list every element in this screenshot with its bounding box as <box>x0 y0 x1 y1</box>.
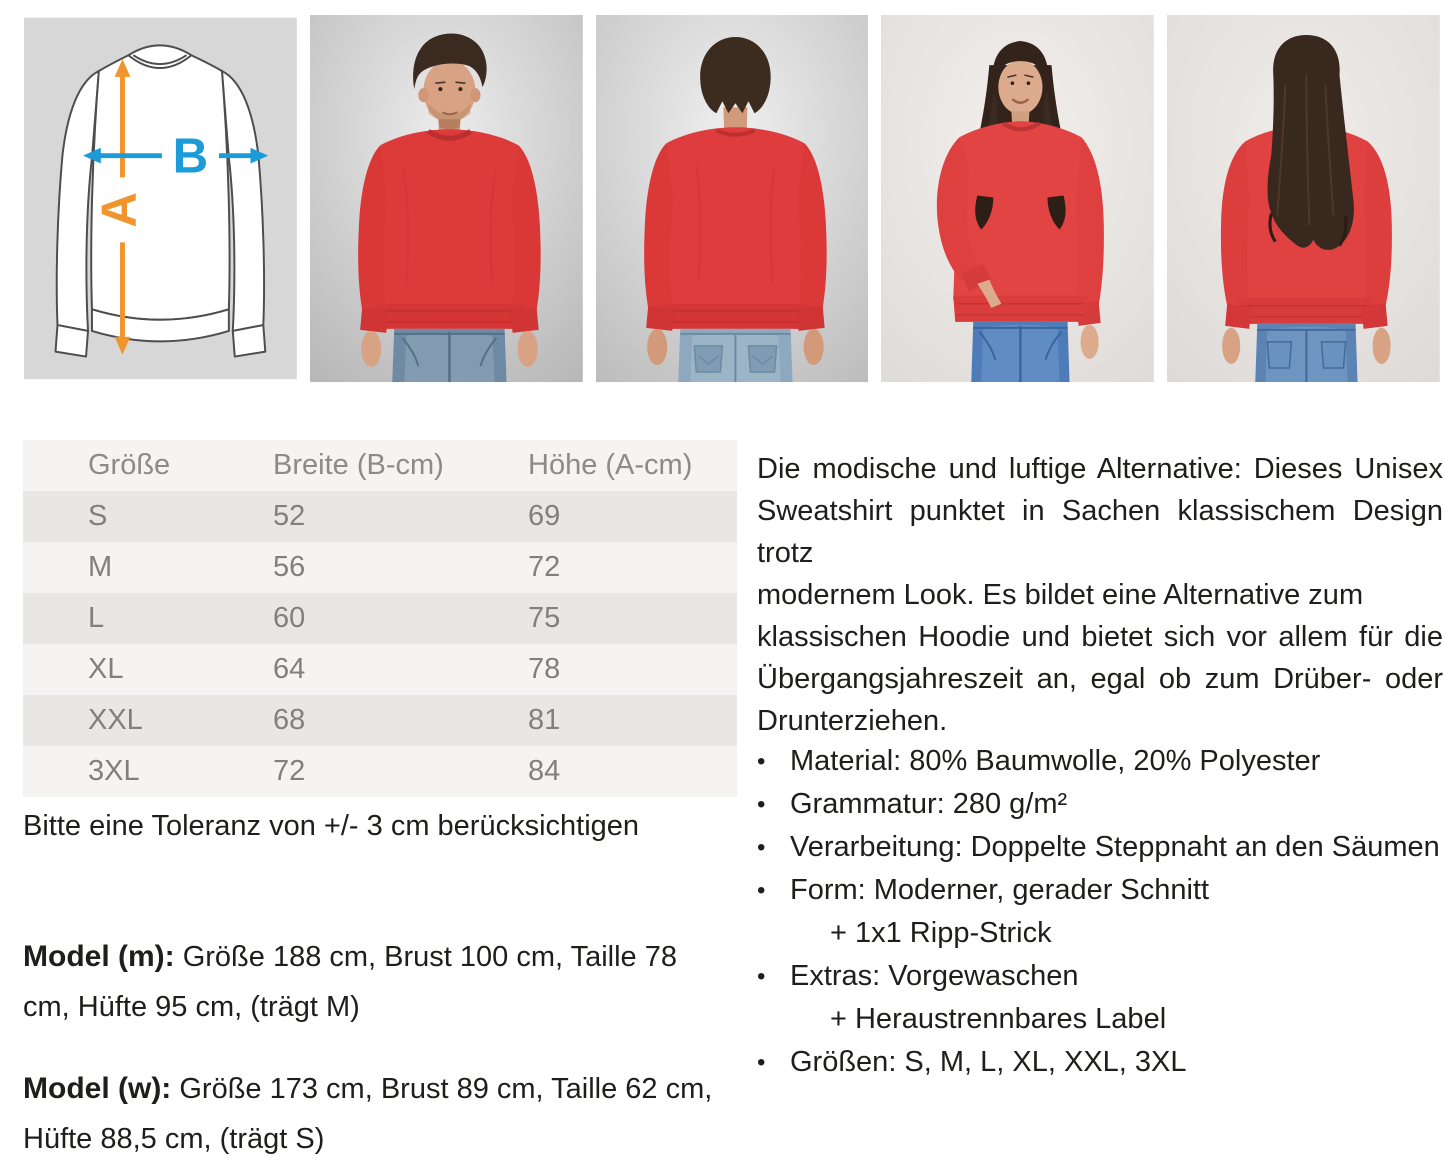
description-line: klassischen Hoodie und bietet sich vor allem für die <box>757 621 1443 653</box>
jeans <box>1255 324 1357 382</box>
detail-text: Verarbeitung: Doppelte Steppnaht an den Säumen <box>790 831 1440 863</box>
bullet-icon: • <box>757 791 766 818</box>
cell-height: 78 <box>528 653 561 685</box>
model-w-label: Model (w): <box>23 1072 172 1105</box>
detail-text: Größen: S, M, L, XL, XXL, 3XL <box>790 1046 1187 1078</box>
bullet-icon: • <box>757 834 766 861</box>
description-line: Sweatshirt punktet in Sachen klassischem Design trotz <box>757 495 1443 569</box>
description-line: Übergangsjahreszeit an, egal ob zum Drüber- oder <box>757 663 1443 695</box>
woman-front-photo-panel <box>881 14 1154 383</box>
size-table-row-l <box>23 593 737 644</box>
hair <box>700 37 771 113</box>
detail-extra: + Heraustrennbares Label <box>830 1003 1167 1035</box>
cell-width: 64 <box>273 653 306 685</box>
size-table-header-row <box>23 440 737 491</box>
cell-size: XXL <box>88 704 143 736</box>
size-table-row-xl <box>23 644 737 695</box>
model-m-label: Model (m): <box>23 940 175 973</box>
model-w-text: Größe 173 cm, Brust 89 cm, Taille 62 cm, Hüfte 88,5 cm, (trägt S) <box>23 1073 713 1155</box>
model-m-info <box>23 932 729 1032</box>
man-front-photo <box>310 14 583 383</box>
model-w-info <box>23 1064 729 1164</box>
size-table-row-s <box>23 491 737 542</box>
detail-item-material <box>755 740 1445 783</box>
detail-item-form <box>755 869 1445 955</box>
width-label-b: B <box>172 128 209 184</box>
jeans <box>392 329 506 382</box>
detail-item-grammatur <box>755 783 1445 826</box>
description-line: Die modische und luftige Alternative: Dieses Unisex <box>757 453 1443 485</box>
description-line: modernem Look. Es bildet eine Alternative zum <box>757 579 1364 611</box>
man-back-photo <box>596 14 869 383</box>
woman-back-photo <box>1167 14 1440 383</box>
tolerance-note: Bitte eine Toleranz von +/- 3 cm berücksichtigen <box>23 810 640 842</box>
bullet-icon: • <box>757 748 766 775</box>
size-table-header-width: Breite (B-cm) <box>273 449 444 481</box>
cell-size: L <box>88 602 105 634</box>
height-label-a: A <box>91 192 147 228</box>
sweatshirt <box>937 121 1104 326</box>
bullet-icon: • <box>757 1049 766 1076</box>
size-diagram-panel <box>24 14 297 383</box>
cell-height: 69 <box>528 500 561 532</box>
detail-extra: + 1x1 Ripp-Strick <box>830 917 1052 949</box>
woman-front-photo <box>881 14 1154 383</box>
detail-item-verarbeitung <box>755 826 1445 869</box>
cell-width: 52 <box>273 500 306 532</box>
man-front-photo-panel <box>310 14 583 383</box>
size-table-row-xxl <box>23 695 737 746</box>
cell-height: 81 <box>528 704 561 736</box>
jeans <box>678 329 792 382</box>
cell-width: 60 <box>273 602 306 634</box>
size-table-row-m <box>23 542 737 593</box>
bullet-icon: • <box>757 877 766 904</box>
product-image-strip <box>24 14 1440 383</box>
detail-text: Form: Moderner, gerader Schnitt <box>790 874 1210 906</box>
sweatshirt-outline <box>56 45 266 356</box>
cell-width: 56 <box>273 551 306 583</box>
detail-text: Grammatur: 280 g/m² <box>790 788 1068 820</box>
detail-item-extras <box>755 955 1445 1041</box>
cell-size: M <box>88 551 113 583</box>
description-line: Drunterziehen. <box>757 705 948 737</box>
cell-height: 75 <box>528 602 561 634</box>
detail-item-groessen <box>755 1041 1445 1084</box>
size-table-header-height: Höhe (A-cm) <box>528 449 693 481</box>
size-table-header-size: Größe <box>88 449 171 481</box>
cell-width: 72 <box>273 755 306 787</box>
cell-width: 68 <box>273 704 306 736</box>
cell-size: XL <box>88 653 124 685</box>
sweatshirt <box>644 127 827 331</box>
jeans <box>972 322 1070 382</box>
detail-text: Material: 80% Baumwolle, 20% Polyester <box>790 745 1321 777</box>
size-table-row-3xl <box>23 746 737 797</box>
sweatshirt <box>358 129 541 333</box>
size-diagram <box>24 14 297 383</box>
cell-size: 3XL <box>88 755 140 787</box>
detail-text: Extras: Vorgewaschen <box>790 960 1079 992</box>
size-table <box>23 440 737 797</box>
woman-back-photo-panel <box>1167 14 1440 383</box>
product-description <box>757 448 1443 742</box>
cell-size: S <box>88 500 108 532</box>
product-details-list <box>755 740 1445 1084</box>
man-back-photo-panel <box>596 14 869 383</box>
bullet-icon: • <box>757 963 766 990</box>
cell-height: 84 <box>528 755 561 787</box>
model-m-text: Größe 188 cm, Brust 100 cm, Taille 78 cm, Hüfte 95 cm, (trägt M) <box>23 941 677 1023</box>
cell-height: 72 <box>528 551 561 583</box>
